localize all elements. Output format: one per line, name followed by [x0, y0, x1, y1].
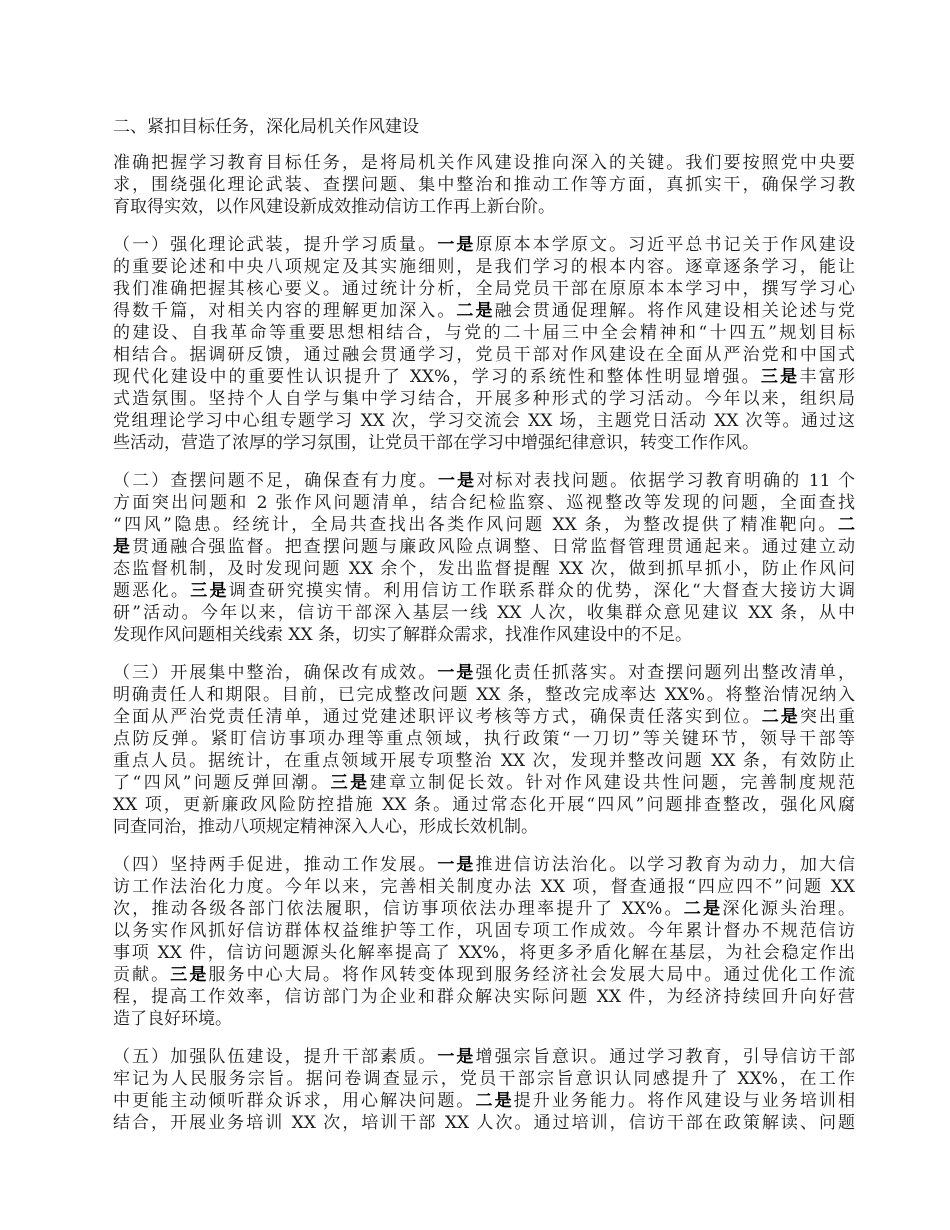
text-segment: 我们准确把握其核心要义。通过统计分析，全局党员干部在原原本本学习中，撰写学习心: [113, 279, 855, 299]
document-body: [113, 116, 855, 1150]
text-segment: 增强宗旨意识。通过学习教育，引导信访干部: [475, 1047, 856, 1067]
paragraph: [113, 662, 855, 838]
text-line: [113, 816, 855, 838]
text-line: [113, 602, 855, 624]
text-segment: “四风”隐患。经统计，全局共查找出各类作风问题 XX 条，为整改提供了精准靶向。: [113, 515, 838, 535]
text-segment: 同查同治，推动八项规定精神深入人心，形成长效机制。: [113, 817, 538, 837]
text-segment: 党组理论学习中心组专题学习 XX 次，学习交流会 XX 场，主题党日活动 XX 次等。通过这: [113, 411, 855, 431]
bold-lead-phrase: 二是: [475, 1091, 514, 1111]
text-segment: 了“四风”问题反弹回潮。: [113, 773, 331, 793]
text-line: [113, 152, 855, 174]
text-line: [113, 728, 855, 750]
text-segment: （一）强化理论武装，提升学习质量。: [113, 235, 438, 255]
text-line: [113, 624, 855, 646]
text-line: [113, 854, 855, 876]
text-line: [113, 470, 855, 492]
bold-lead-phrase: 二是: [761, 707, 800, 727]
text-segment: 些活动，营造了浓厚的学习氛围，让党员干部在学习中增强纪律意识，转变工作作风。: [113, 433, 759, 453]
text-segment: 推进信访法治化。以学习教育为动力，加大信: [475, 855, 856, 875]
bold-lead-phrase: 是: [113, 537, 133, 557]
text-segment: 提升业务能力。将作风建设与业务培训相: [513, 1091, 856, 1111]
bold-lead-phrase: 一是: [437, 855, 476, 875]
paragraph: [113, 854, 855, 1030]
text-segment: 发现作风问题相关线索 XX 条，切实了解群众需求，找准作风建设中的不足。: [113, 625, 693, 645]
text-segment: 造了良好环境。: [113, 1009, 232, 1029]
text-segment: 融会贯通促理解。将作风建设相关论述与党: [494, 301, 856, 321]
text-line: [113, 256, 855, 278]
text-line: [113, 432, 855, 454]
text-line: [113, 410, 855, 432]
text-line: [113, 322, 855, 344]
bold-lead-phrase: 一是: [437, 235, 476, 255]
text-segment: 明确责任人和期限。目前，已完成整改问题 XX 条，整改完成率达 XX%。将整治情况纳入: [113, 685, 855, 705]
text-segment: 求，围绕强化理论武装、查摆问题、集中整治和推动工作等方面，真抓实干，确保学习教: [113, 175, 855, 195]
text-line: [113, 344, 855, 366]
text-line: [113, 942, 855, 964]
text-line: [113, 366, 855, 388]
text-line: [113, 662, 855, 684]
text-segment: 研”活动。今年以来，信访干部深入基层一线 XX 人次，收集群众意见建议 XX 条，从中: [113, 603, 855, 623]
paragraph: [113, 152, 855, 218]
text-line: [113, 300, 855, 322]
text-segment: （四）坚持两手促进，推动工作发展。: [113, 855, 438, 875]
bold-lead-phrase: 二: [838, 515, 855, 535]
text-segment: （二）查摆问题不足，确保查有力度。: [113, 471, 439, 491]
paragraph: [113, 234, 855, 454]
text-segment: 调查研究摸实情。利用信访工作联系群众的优势，深化“大督查大接访大调: [228, 581, 856, 601]
text-line: [113, 794, 855, 816]
text-segment: 式造氛围。坚持个人自学与集中学习结合，开展多种形式的学习活动。今年以来，组织局: [113, 389, 855, 409]
text-segment: 的建设、自我革命等重要思想相结合，与党的二十届三中全会精神和“十四五”规划目标: [113, 323, 855, 343]
text-line: [113, 920, 855, 942]
text-segment: 方面突出问题和 2 张作风问题清单，结合纪检监察、巡视整改等发现的问题，全面查找: [113, 493, 855, 513]
bold-lead-phrase: 一是: [438, 471, 477, 491]
text-segment: 态监督机制，及时发现问题 XX 余个，发出监督提醒 XX 次，做到抓早抓小，防止作风问: [113, 559, 855, 579]
text-line: [113, 196, 855, 218]
text-segment: 牢记为人民服务宗旨。据问卷调查显示，党员干部宗旨意识认同感提升了 XX%，在工作: [113, 1069, 855, 1089]
text-segment: 事项 XX 件，信访问题源头化解率提高了 XX%，将更多矛盾化解在基层，为社会稳定作出: [113, 943, 855, 963]
text-segment: （五）加强队伍建设，提升干部素质。: [113, 1047, 438, 1067]
text-segment: 丰富形: [799, 367, 856, 387]
bold-lead-phrase: 三是: [330, 773, 370, 793]
text-segment: 建章立制促长效。针对作风建设共性问题，完善制度规范: [369, 773, 856, 793]
text-line: [113, 1112, 855, 1134]
text-line: [113, 514, 855, 536]
text-segment: 全面从严治党责任清单，通过党建述职评议考核等方式，确保责任落实到位。: [113, 707, 762, 727]
text-segment: 相结合。据调研反馈，通过融会贯通学习，党员干部对作风建设在全面从严治党和中国式: [113, 345, 855, 365]
paragraph: [113, 470, 855, 646]
text-segment: 的重要论述和中央八项规定及其实施细则，是我们学习的根本内容。逐章逐条学习，能让: [113, 257, 855, 277]
text-line: [113, 706, 855, 728]
bold-lead-phrase: 三是: [760, 367, 800, 387]
text-line: [113, 964, 855, 986]
text-segment: 程，提高工作效率，信访部门为企业和群众解决实际问题 XX 件，为经济持续回升向好营: [113, 987, 855, 1007]
text-line: [113, 558, 855, 580]
bold-lead-phrase: 一是: [437, 1047, 476, 1067]
text-segment: 准确把握学习教育目标任务，是将局机关作风建设推向深入的关键。我们要按照党中央要: [113, 153, 855, 173]
text-segment: 结合，开展业务培训 XX 次，培训干部 XX 人次。通过培训，信访干部在政策解读、问题: [113, 1113, 855, 1133]
text-line: [113, 388, 855, 410]
text-segment: 服务中心大局。将作风转变体现到服务经济社会发展大局中。通过优化工作流: [208, 965, 856, 985]
text-line: [113, 876, 855, 898]
text-segment: 贡献。: [113, 965, 171, 985]
text-line: [113, 536, 855, 558]
text-segment: 以务实作风抓好信访群体权益维护等工作，巩固专项工作成效。今年累计督办不规范信访: [113, 921, 855, 941]
text-segment: 贯通融合强监督。把查摆问题与廉政风险点调整、日常监督管理贯通起来。通过建立动: [132, 537, 856, 557]
text-line: [113, 278, 855, 300]
text-line: [113, 772, 855, 794]
text-segment: （三）开展集中整治，确保改有成效。: [113, 663, 438, 683]
text-segment: 中更能主动倾听群众诉求，用心解决问题。: [113, 1091, 476, 1111]
text-line: [113, 750, 855, 772]
text-line: [113, 898, 855, 920]
text-segment: 次，推动各级各部门依法履职，信访事项依法办理率提升了 XX%。: [113, 899, 684, 919]
text-segment: XX 项，更新廉政风险防控措施 XX 条。通过常态化开展“四风”问题排查整改，强化风腐: [113, 795, 855, 815]
paragraph: [113, 1046, 855, 1134]
text-segment: 对标对表找问题。依据学习教育明确的 11 个: [476, 471, 856, 491]
bold-lead-phrase: 二是: [456, 301, 495, 321]
section-heading: 二、紧扣目标任务，深化局机关作风建设: [113, 117, 419, 137]
text-segment: 重点人员。据统计，在重点领域开展专项整治 XX 次，发现并整改问题 XX 条，有效防止: [113, 751, 855, 771]
bold-lead-phrase: 三是: [170, 965, 209, 985]
bold-lead-phrase: 三是: [190, 581, 229, 601]
text-segment: 题恶化。: [113, 581, 191, 601]
text-segment: 强化责任抓落实。对查摆问题列出整改清单，: [475, 663, 856, 683]
text-segment: 突出重: [799, 707, 856, 727]
text-segment: 现代化建设中的重要性认识提升了 XX%，学习的系统性和整体性明显增强。: [113, 367, 761, 387]
bold-lead-phrase: 二是: [683, 899, 723, 919]
text-line: [113, 174, 855, 196]
text-line: [113, 986, 855, 1008]
text-line: [113, 234, 855, 256]
text-line: [113, 684, 855, 706]
text-segment: 原原本本学原文。习近平总书记关于作风建设: [475, 235, 856, 255]
text-segment: 点防反弹。紧盯信访事项办理等重点领域，执行政策“一刀切”等关键环节，领导干部等: [113, 729, 855, 749]
paragraphs: [113, 152, 855, 1134]
bold-lead-phrase: 一是: [437, 663, 476, 683]
text-line: [113, 1008, 855, 1030]
text-line: [113, 580, 855, 602]
text-segment: 得数千篇，对相关内容的理解更加深入。: [113, 301, 457, 321]
text-line: [113, 1068, 855, 1090]
text-segment: 访工作法治化力度。今年以来，完善相关制度办法 XX 项，督查通报“四应四不”问题 XX: [113, 877, 855, 897]
text-segment: 育取得实效，以作风建设新成效推动信访工作再上新台阶。: [113, 197, 555, 217]
text-line: [113, 1046, 855, 1068]
text-segment: 深化源头治理。: [722, 899, 856, 919]
text-line: [113, 1090, 855, 1112]
text-line: [113, 492, 855, 514]
